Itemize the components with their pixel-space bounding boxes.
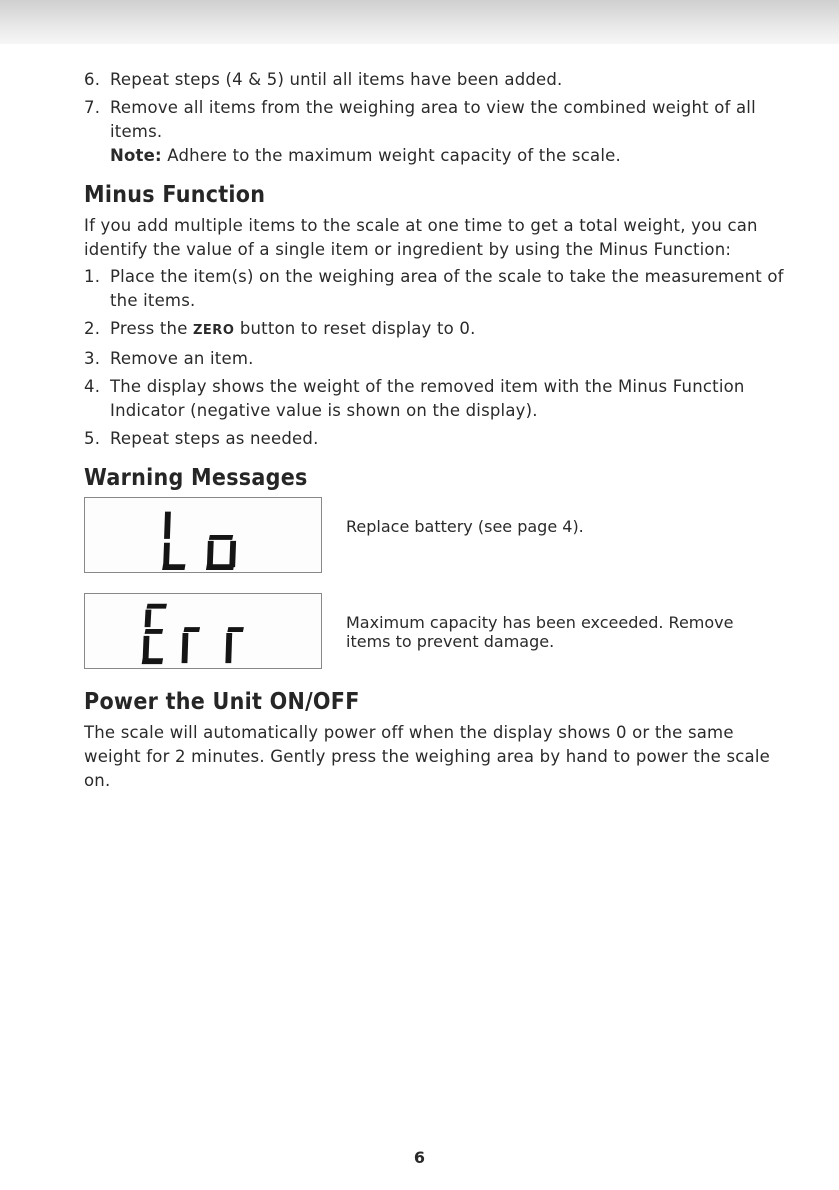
list-item: 3. Remove an item.	[84, 349, 254, 368]
note-text: Adhere to the maximum weight capacity of the scale.	[161, 146, 621, 165]
zero-button-label: ZERO	[193, 323, 235, 338]
list-item: 6. Repeat steps (4 & 5) until all items have been added.	[84, 70, 563, 89]
lcd-display-lo	[84, 497, 322, 573]
list-item: 2. Press the ZERO button to reset display to 0.	[84, 319, 476, 338]
page-number: 6	[413, 1148, 426, 1167]
warning-err-text: Maximum capacity has been exceeded. Remove items to prevent damage.	[346, 613, 734, 651]
continued-steps-list	[84, 68, 784, 168]
scanned-page-top-shadow	[0, 0, 839, 44]
note-label: Note:	[110, 146, 162, 165]
power-heading: Power the Unit ON/OFF	[84, 689, 360, 715]
minus-function-steps	[84, 265, 784, 451]
power-text: The scale will automatically power off when the display shows 0 or the same weight for 2 minutes. Gently press the weighing area by hand to power the scale on.	[84, 723, 770, 790]
lcd-lo-icon	[85, 498, 321, 572]
warning-lo-text: Replace battery (see page 4).	[346, 517, 584, 536]
lcd-display-err	[84, 593, 322, 669]
minus-function-intro: If you add multiple items to the scale at one time to get a total weight, you can identify the value of a single item or ingredient by using the Minus Function:	[84, 216, 758, 259]
list-item: 7. Remove all items from the weighing area to view the combined weight of all items. Note: Adhere to the maximum weight capacity of the scale.	[84, 98, 756, 165]
list-item: 1. Place the item(s) on the weighing area of the scale to take the measurement of the items.	[84, 267, 784, 310]
lcd-err-icon	[85, 594, 321, 668]
list-item: 4. The display shows the weight of the removed item with the Minus Function Indicator (negative value is shown on the display).	[84, 377, 745, 420]
warning-lo-row	[84, 497, 784, 573]
warning-err-row	[84, 593, 784, 669]
list-item: 5. Repeat steps as needed.	[84, 429, 319, 448]
minus-function-heading: Minus Function	[84, 182, 266, 208]
page-content	[84, 68, 784, 793]
warning-messages-heading: Warning Messages	[84, 465, 308, 491]
